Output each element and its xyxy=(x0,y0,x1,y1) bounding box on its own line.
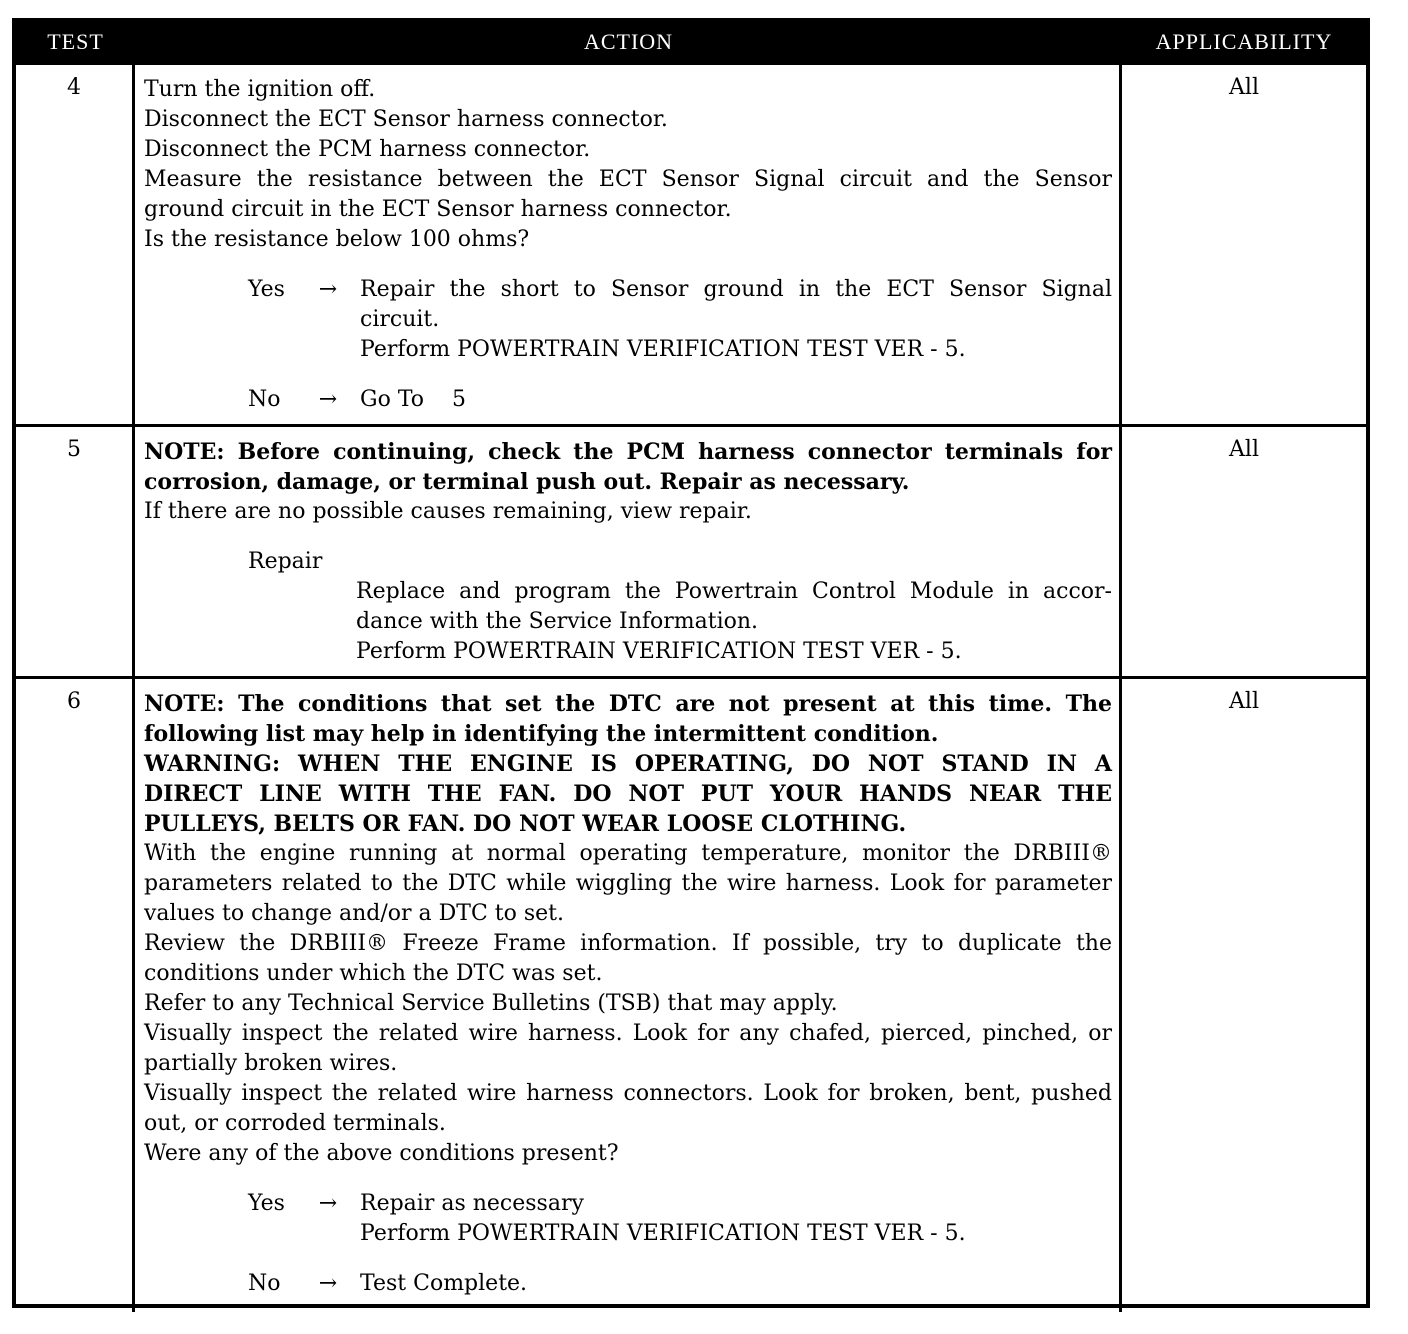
action-line: Review the DRBIII® Freeze Frame information. If possible, try to duplicate the xyxy=(144,931,1112,956)
table-row-test-5 xyxy=(16,424,1366,676)
repair-line: Replace and program the Powertrain Control Module in accor- xyxy=(356,579,1112,604)
header-applicability: APPLICABILITY xyxy=(1155,29,1333,54)
test-number: 6 xyxy=(16,679,135,1312)
warning-line: DIRECT LINE WITH THE FAN. DO NOT PUT YOUR HANDS NEAR THE xyxy=(144,781,1112,807)
test-number: 4 xyxy=(16,65,135,424)
yes-branch xyxy=(248,1189,1112,1249)
no-branch xyxy=(248,385,1112,415)
arrow-icon: → xyxy=(318,1191,338,1216)
arrow-icon: → xyxy=(318,1271,338,1296)
diagnostic-table xyxy=(12,18,1370,1308)
no-label: No xyxy=(248,1271,281,1296)
action-cell xyxy=(135,679,1122,1312)
note-line: corrosion, damage, or terminal push out. Repair as necessary. xyxy=(144,469,910,495)
action-line: Is the resistance below 100 ohms? xyxy=(144,227,530,252)
table-row-test-4 xyxy=(16,62,1366,424)
no-label: No xyxy=(248,387,281,412)
yes-line: Repair as necessary xyxy=(360,1191,584,1216)
no-branch xyxy=(248,1269,1112,1299)
yes-line: Repair the short to Sensor ground in the ECT Sensor Signal xyxy=(360,277,1112,302)
yes-branch xyxy=(248,275,1112,365)
action-line: Disconnect the ECT Sensor harness connector. xyxy=(144,107,668,132)
no-line: Go To 5 xyxy=(360,387,466,412)
action-line: Visually inspect the related wire harness. Look for any chafed, pierced, pinched, or xyxy=(144,1021,1112,1046)
header-test: TEST xyxy=(47,29,104,54)
action-line: Visually inspect the related wire harness connectors. Look for broken, bent, pushed xyxy=(144,1081,1112,1106)
arrow-icon: → xyxy=(318,277,338,302)
table-row-test-6 xyxy=(16,676,1366,1312)
test-number: 5 xyxy=(16,427,135,676)
note-line: following list may help in identifying the intermittent condition. xyxy=(144,721,939,747)
yes-line: Perform POWERTRAIN VERIFICATION TEST VER - 5. xyxy=(360,1221,966,1246)
action-line: partially broken wires. xyxy=(144,1051,398,1076)
note-line: NOTE: Before continuing, check the PCM harness connector terminals for xyxy=(144,439,1112,465)
action-line: ground circuit in the ECT Sensor harness connector. xyxy=(144,197,732,222)
action-line: Measure the resistance between the ECT Sensor Signal circuit and the Sensor xyxy=(144,167,1112,192)
warning-line: WARNING: WHEN THE ENGINE IS OPERATING, DO NOT STAND IN A xyxy=(144,751,1112,777)
yes-label: Yes xyxy=(248,277,285,302)
action-line: out, or corroded terminals. xyxy=(144,1111,446,1136)
action-line: conditions under which the DTC was set. xyxy=(144,961,603,986)
repair-line: Perform POWERTRAIN VERIFICATION TEST VER - 5. xyxy=(356,639,962,664)
yes-line: circuit. xyxy=(360,307,440,332)
repair-label: Repair xyxy=(248,549,323,574)
yes-label: Yes xyxy=(248,1191,285,1216)
note-line: NOTE: The conditions that set the DTC are not present at this time. The xyxy=(144,691,1112,717)
header-action: ACTION xyxy=(583,29,674,54)
action-line: With the engine running at normal operating temperature, monitor the DRBIII® xyxy=(144,841,1112,866)
action-line: If there are no possible causes remaining, view repair. xyxy=(144,499,752,524)
warning-line: PULLEYS, BELTS OR FAN. DO NOT WEAR LOOSE CLOTHING. xyxy=(144,811,907,837)
action-line: parameters related to the DTC while wiggling the wire harness. Look for parameter xyxy=(144,871,1112,896)
action-line: values to change and/or a DTC to set. xyxy=(144,901,565,926)
repair-line: dance with the Service Information. xyxy=(356,609,759,634)
action-cell xyxy=(135,65,1122,424)
action-line: Were any of the above conditions present? xyxy=(144,1141,619,1166)
repair-branch xyxy=(144,547,1112,667)
applicability-cell: All xyxy=(1229,437,1259,462)
yes-line: Perform POWERTRAIN VERIFICATION TEST VER - 5. xyxy=(360,337,966,362)
table-header xyxy=(16,22,1366,62)
action-cell xyxy=(135,427,1122,676)
action-line: Disconnect the PCM harness connector. xyxy=(144,137,591,162)
action-line: Refer to any Technical Service Bulletins (TSB) that may apply. xyxy=(144,991,838,1016)
applicability-cell: All xyxy=(1229,689,1259,714)
arrow-icon: → xyxy=(318,387,338,412)
applicability-cell: All xyxy=(1229,75,1259,100)
no-line: Test Complete. xyxy=(360,1271,528,1296)
action-line: Turn the ignition off. xyxy=(144,77,376,102)
